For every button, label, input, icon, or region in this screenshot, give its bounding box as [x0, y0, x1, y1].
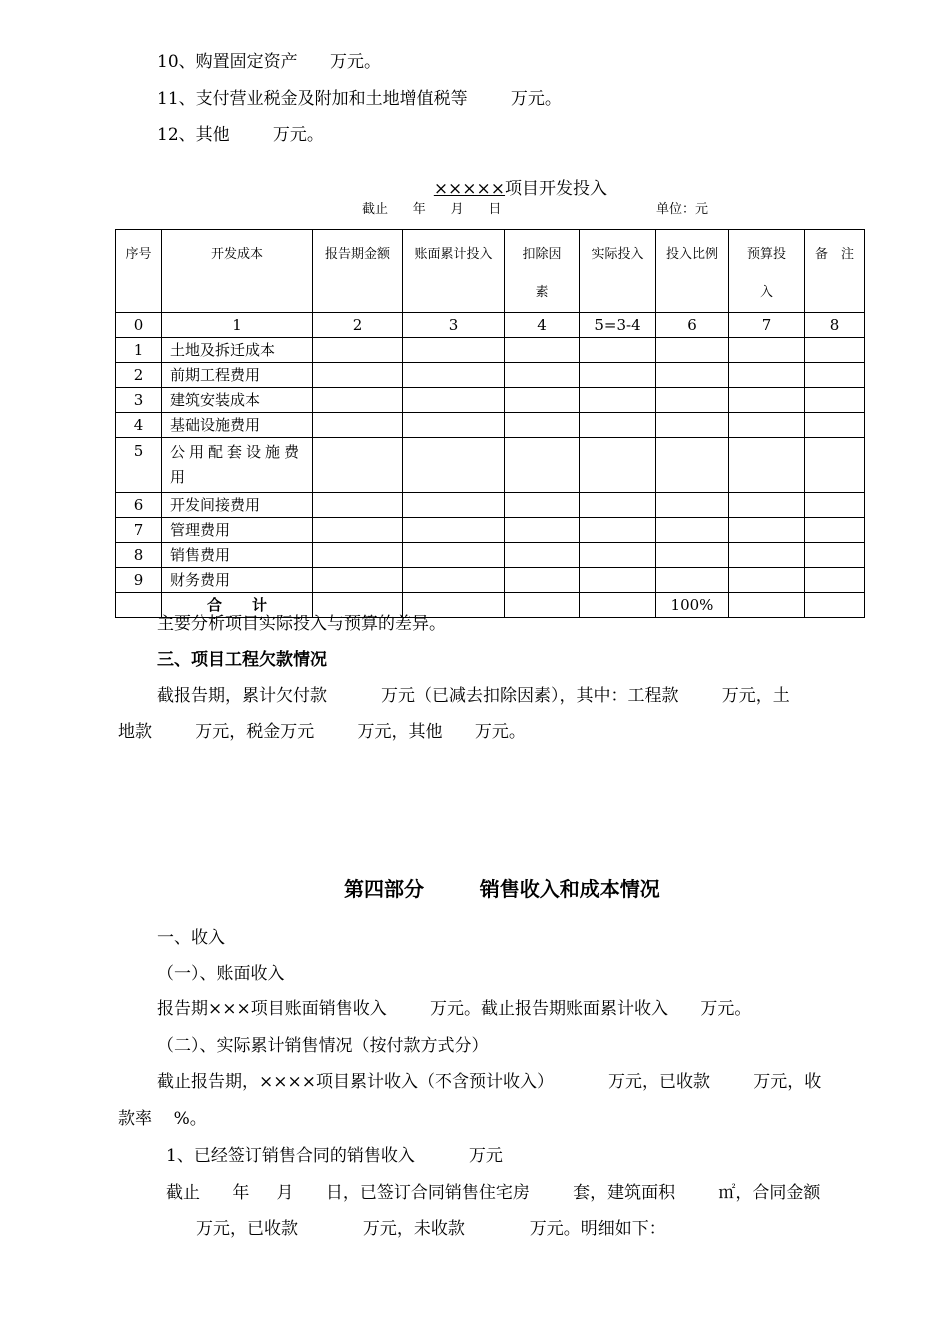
row-name: 基础设施费用 — [162, 413, 313, 438]
index-cell: 5=3-4 — [580, 313, 656, 338]
investment-table — [115, 229, 865, 618]
table-row — [116, 568, 865, 593]
table-row — [116, 363, 865, 388]
header-cell-text: 预算投入 — [747, 247, 787, 300]
row-number: 8 — [116, 543, 162, 568]
header-cell: 报告期金额 — [313, 230, 403, 313]
actual-sales-line1: 截止报告期，××××项目累计收入（不含预计收入） 万元，已收款 万元，收 — [157, 1072, 822, 1092]
table-row — [116, 493, 865, 518]
row-name: 前期工程费用 — [162, 363, 313, 388]
header-cell: 账面累计投入 — [403, 230, 505, 313]
index-cell: 6 — [656, 313, 729, 338]
unit-line: 单位：元 — [656, 202, 709, 217]
index-cell: 3 — [403, 313, 505, 338]
section3-title: 三、项目工程欠款情况 — [157, 650, 327, 670]
table-row — [116, 438, 865, 493]
top-line-12: 12、其他 万元。 — [157, 125, 324, 145]
index-cell: 0 — [116, 313, 162, 338]
analysis-note: 主要分析项目实际投入与预算的差异。 — [157, 614, 446, 634]
header-cell — [729, 230, 805, 313]
row-number: 3 — [116, 388, 162, 413]
index-cell: 2 — [313, 313, 403, 338]
header-cell: 投入比例 — [656, 230, 729, 313]
row-number: 7 — [116, 518, 162, 543]
table-header-row — [116, 230, 865, 313]
date-line: 截止 年 月 日 — [362, 202, 502, 217]
actual-sales-title: （二）、实际累计销售情况（按付款方式分） — [157, 1036, 489, 1056]
table-row — [116, 518, 865, 543]
contract-line2: 万元，已收款 万元，未收款 万元。明细如下： — [196, 1219, 666, 1239]
section3-line1: 截报告期，累计欠付款 万元（已减去扣除因素），其中：工程款 万元，土 — [157, 686, 790, 706]
section3-line2: 地款 万元，税金万元 万元，其他 万元。 — [118, 722, 526, 742]
contract-line1: 截止 年 月 日，已签订合同销售住宅房 套，建筑面积 ㎡，合同金额 — [166, 1183, 821, 1203]
header-cell-text: 扣除因素 — [522, 247, 562, 300]
index-cell: 8 — [805, 313, 865, 338]
row-number: 1 — [116, 338, 162, 363]
book-income-title: （一）、账面收入 — [157, 964, 285, 984]
row-number: 9 — [116, 568, 162, 593]
row-name: 财务费用 — [162, 568, 313, 593]
book-income-text: 报告期×××项目账面销售收入 万元。截止报告期账面累计收入 万元。 — [157, 999, 752, 1019]
row-number: 5 — [116, 438, 162, 493]
income-title: 一、收入 — [157, 928, 225, 948]
index-cell: 4 — [505, 313, 580, 338]
row-name: 建筑安装成本 — [162, 388, 313, 413]
index-cell: 1 — [162, 313, 313, 338]
table-row — [116, 413, 865, 438]
row-number: 4 — [116, 413, 162, 438]
header-cell — [505, 230, 580, 313]
total-label: 合 计 — [162, 593, 313, 618]
row-number: 2 — [116, 363, 162, 388]
table-title — [423, 164, 607, 198]
table-row — [116, 388, 865, 413]
row-name: 销售费用 — [162, 543, 313, 568]
row-name: 公用配套设施费用 — [162, 438, 313, 493]
index-cell: 7 — [729, 313, 805, 338]
top-line-11: 11、支付营业税金及附加和土地增值税等 万元。 — [157, 89, 562, 109]
header-cell: 备 注 — [805, 230, 865, 313]
row-name: 管理费用 — [162, 518, 313, 543]
table-row — [116, 338, 865, 363]
header-cell: 开发成本 — [162, 230, 313, 313]
table-title-prefix: ××××× — [433, 179, 506, 199]
table-title-suffix: 项目开发投入 — [505, 179, 608, 199]
contract-title: 1、已经签订销售合同的销售收入 万元 — [166, 1146, 503, 1166]
row-name: 开发间接费用 — [162, 493, 313, 518]
table-row — [116, 543, 865, 568]
total-ratio: 100% — [656, 593, 729, 618]
top-line-10: 10、购置固定资产 万元。 — [157, 52, 382, 72]
table-index-row — [116, 313, 865, 338]
part4-title: 第四部分 销售收入和成本情况 — [344, 877, 660, 901]
header-cell: 序号 — [116, 230, 162, 313]
row-number: 6 — [116, 493, 162, 518]
row-name: 土地及拆迁成本 — [162, 338, 313, 363]
header-cell: 实际投入 — [580, 230, 656, 313]
actual-sales-line2: 款率 %。 — [118, 1109, 207, 1129]
